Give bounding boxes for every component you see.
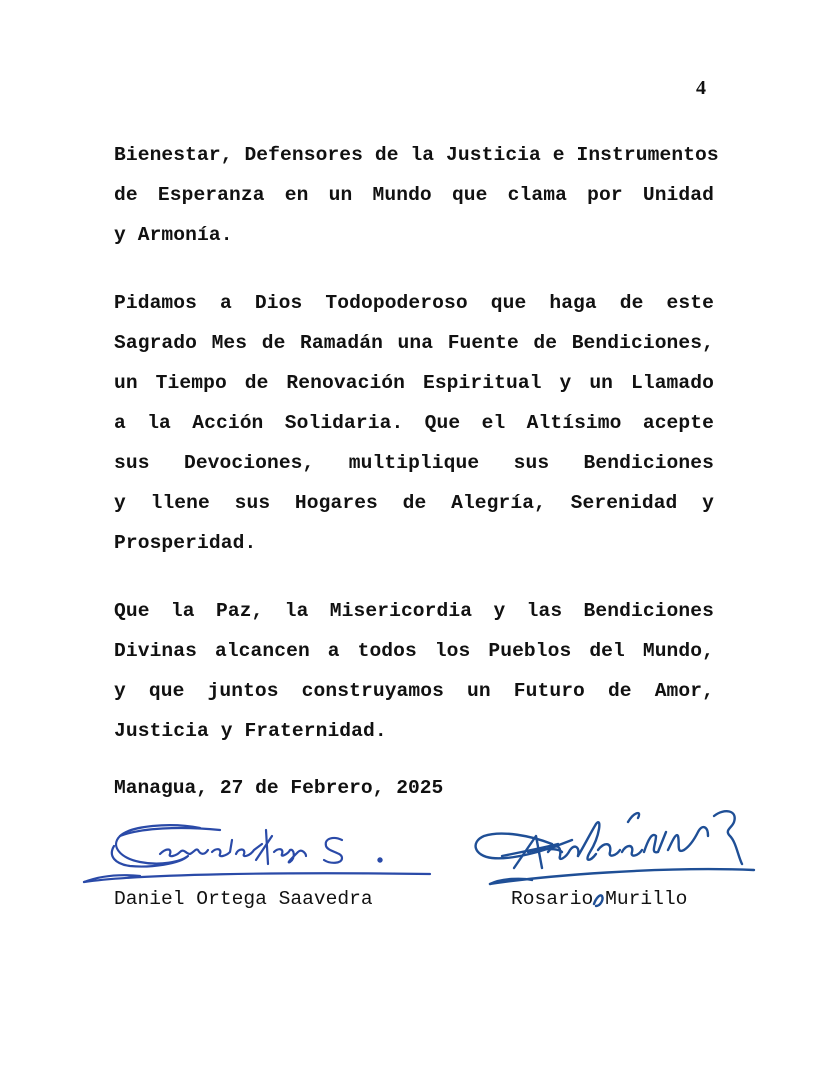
document-body (114, 135, 719, 779)
text-line: un Tiempo de Renovación Espiritual y un Llamado (114, 372, 714, 394)
text-line: y Armonía. (114, 224, 233, 246)
text-line: Que la Paz, la Misericordia y las Bendiciones (114, 600, 714, 622)
paragraph-2 (114, 283, 714, 563)
paragraph-3 (114, 591, 714, 751)
text-line: Pidamos a Dios Todopoderoso que haga de este (114, 292, 714, 314)
text-line: Bienestar, Defensores de la Justicia e Instrumentos (114, 144, 719, 166)
signatory-name-right: Rosario Murillo (511, 888, 688, 910)
text-line: sus Devociones, multiplique sus Bendiciones (114, 452, 714, 474)
text-line: Sagrado Mes de Ramadán una Fuente de Bendiciones, (114, 332, 714, 354)
paragraph-1 (114, 135, 719, 255)
text-line: a la Acción Solidaria. Que el Altísimo acepte (114, 412, 714, 434)
text-line: de Esperanza en un Mundo que clama por Unidad (114, 184, 714, 206)
page-number: 4 (696, 77, 706, 99)
place-date: Managua, 27 de Febrero, 2025 (114, 777, 444, 799)
signature-daniel-ortega (80, 818, 440, 893)
text-line: Prosperidad. (114, 532, 257, 554)
signatory-name-left: Daniel Ortega Saavedra (114, 888, 373, 910)
text-line: Divinas alcancen a todos los Pueblos del Mundo, (114, 640, 714, 662)
text-line: y que juntos construyamos un Futuro de Amor, (114, 680, 714, 702)
text-line: Justicia y Fraternidad. (114, 720, 387, 742)
text-line: y llene sus Hogares de Alegría, Serenidad y (114, 492, 714, 514)
